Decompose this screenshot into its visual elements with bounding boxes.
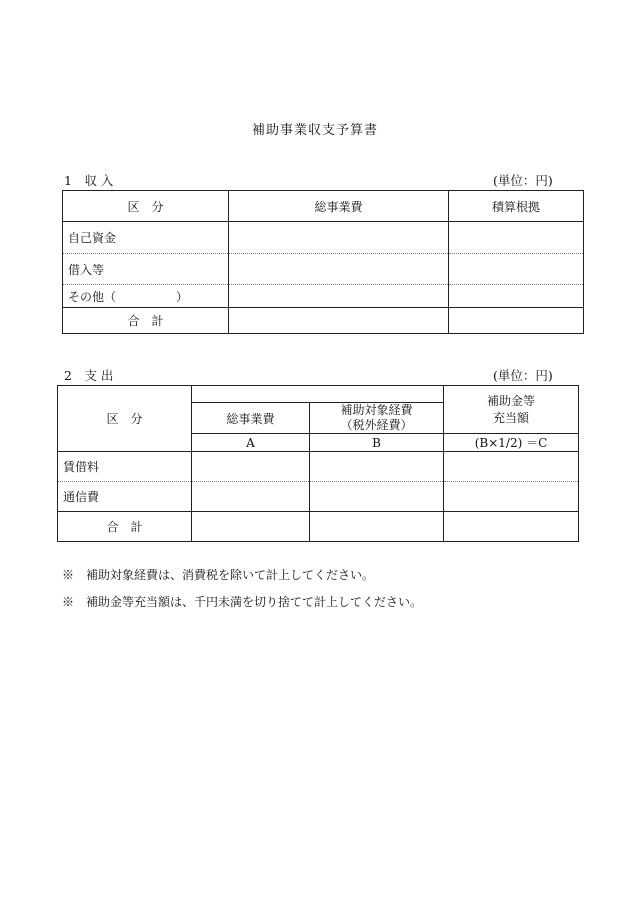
expense-total-a[interactable]: [192, 512, 310, 542]
expense-header-total: 総事業費: [192, 403, 310, 434]
income-cell-total[interactable]: [229, 222, 449, 254]
expense-header-subsidy-line1: 補助金等: [486, 393, 535, 408]
expense-total-c[interactable]: [444, 512, 579, 542]
income-table: [62, 190, 584, 334]
expense-row-label: 通信費: [58, 482, 192, 512]
expense-col-c: (B×1/2) ＝C: [444, 434, 579, 452]
income-cell-total[interactable]: [229, 285, 449, 308]
document-title: 補助事業収支予算書: [251, 123, 378, 138]
income-total-basis[interactable]: [449, 308, 584, 334]
expense-total-label: 合 計: [58, 512, 192, 542]
income-header-category: 区 分: [63, 191, 229, 222]
expense-header-subsidy-line2: 充当額: [492, 410, 529, 425]
expense-col-b: B: [310, 434, 444, 452]
income-cell-total[interactable]: [229, 254, 449, 285]
expense-header-eligible: [310, 403, 444, 434]
expense-header-category: 区 分: [58, 386, 192, 452]
note-rounding: ※ 補助金等充当額は、千円未満を切り捨てて計上してください。: [62, 595, 423, 609]
income-cell-basis[interactable]: [449, 254, 584, 285]
expense-header-spacer: [192, 386, 444, 403]
expense-row-label: 賃借料: [58, 452, 192, 482]
expense-table: [57, 385, 579, 542]
income-header-total: 総事業費: [229, 191, 449, 222]
income-row-label: 自己資金: [63, 222, 229, 254]
income-row-label: 借入等: [63, 254, 229, 285]
note-tax-exclusion: ※ 補助対象経費は、消費税を除いて計上してください。: [62, 568, 375, 582]
income-total-value[interactable]: [229, 308, 449, 334]
income-row-label: その他（ ）: [63, 285, 229, 308]
expense-col-a: A: [192, 434, 310, 452]
income-cell-basis[interactable]: [449, 285, 584, 308]
expense-cell-b[interactable]: [310, 482, 444, 512]
expense-cell-b[interactable]: [310, 452, 444, 482]
expense-header-eligible-line2: （税外経費）: [340, 418, 413, 432]
expense-section-label: 2 支 出: [64, 368, 114, 383]
income-section-label: 1 収 入: [64, 173, 114, 188]
expense-cell-c[interactable]: [444, 452, 579, 482]
income-unit-label: (単位：円): [493, 173, 553, 188]
expense-header-subsidy: [444, 386, 579, 434]
income-cell-basis[interactable]: [449, 222, 584, 254]
income-total-label: 合 計: [63, 308, 229, 334]
expense-total-b[interactable]: [310, 512, 444, 542]
expense-header-eligible-line1: 補助対象経費: [340, 403, 413, 417]
expense-cell-a[interactable]: [192, 482, 310, 512]
expense-unit-label: (単位：円): [493, 368, 553, 383]
expense-cell-c[interactable]: [444, 482, 579, 512]
expense-cell-a[interactable]: [192, 452, 310, 482]
income-header-basis: 積算根拠: [449, 191, 584, 222]
